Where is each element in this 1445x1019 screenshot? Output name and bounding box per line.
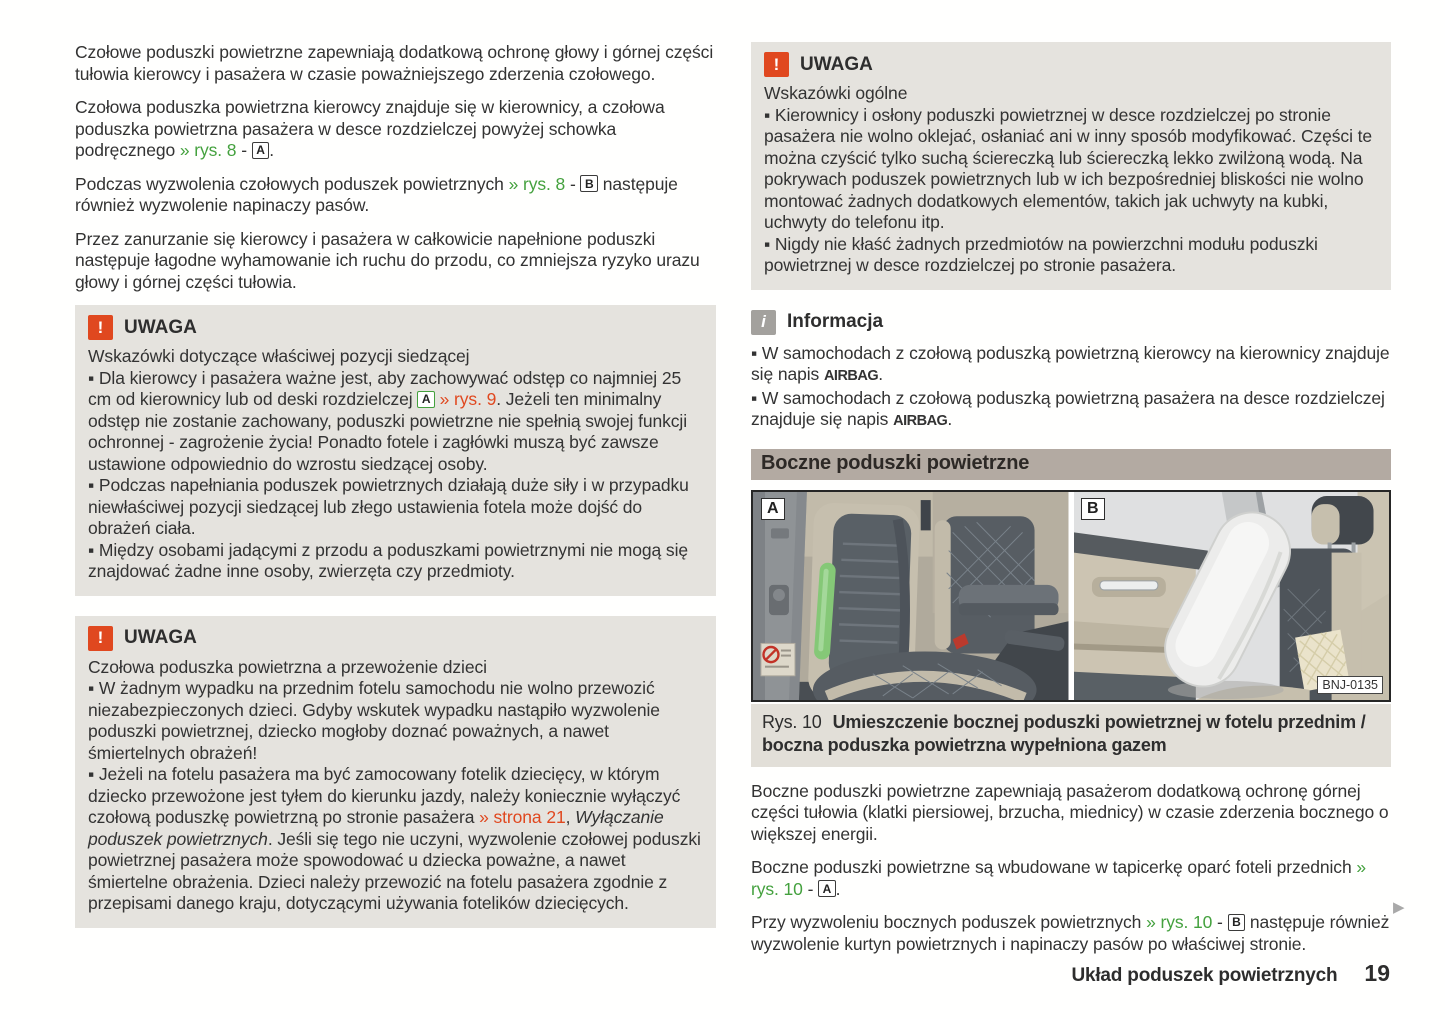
text-run: ▪ Kierownicy i osłony poduszki powietrznej w desce rozdzielczej po stronie pasażera nie wolno oklejać, osłaniać ani w inny sposób modyfikować. Części te można czyścić tylko suchą ściereczką lub ściereczką lekko zwilżoną wodą. Na pokrywach poduszek powietrznych lub w ich bezpośredniej bliskości nie wolno montować żadnych dodatkowych elementów, takich jak uchwyty na kubki, uchwyty do telefonu itp.	[764, 104, 1373, 232]
text-run: następuje również wyzwolenie kurtyn powietrznych i napinaczy pasów po właściwej stronie.	[751, 912, 1390, 954]
boxed-letter-label: B	[580, 175, 598, 192]
boxed-letter-label: B	[1228, 914, 1246, 931]
warning-box-seating-position	[75, 305, 716, 596]
body-paragraph	[75, 229, 716, 294]
text-run: Rys. 10	[762, 711, 822, 732]
warning-title: UWAGA	[124, 316, 197, 338]
figure-panel-label-b: B	[1081, 498, 1105, 520]
figure-image	[751, 490, 1391, 702]
boxed-letter-label: A	[417, 391, 435, 408]
warning-header	[88, 315, 703, 340]
text-run: -	[236, 140, 252, 160]
text-run: Przy wyzwoleniu bocznych poduszek powietrznych	[751, 912, 1147, 932]
text-run: Wskazówki ogólne	[764, 83, 908, 103]
text-run: ▪ Dla kierowcy i pasażera ważne jest, aby zachowywać odstęp co najmniej 25 cm od kierownicy lub od deski rozdzielczej	[88, 367, 682, 409]
photo-panel-b-inflated-side-airbag	[1074, 492, 1390, 700]
figure-caption	[751, 704, 1391, 767]
body-paragraph	[75, 97, 716, 162]
figure-rys-10	[751, 490, 1391, 767]
text-run: ▪ W samochodach z czołową poduszką powietrzną pasażera na desce rozdzielczej znajduje się napis	[751, 387, 1385, 429]
warning-subtitle	[88, 657, 703, 679]
text-run: -	[1212, 912, 1228, 932]
text-run: . Jeżeli ten minimalny odstęp nie zostanie zachowany, poduszki powietrzne nie spełnią swojej funkcji ochronnej - zagrożenie życia! Ponadto fotele i zagłówki muszą być zawsze ustawione odpowiednio do wzrostu siedzącej osoby.	[88, 389, 687, 474]
text-run: ,	[565, 807, 576, 827]
warning-subtitle	[88, 346, 703, 368]
information-section	[751, 310, 1391, 433]
warning-item	[88, 764, 703, 915]
warning-subtitle	[764, 83, 1378, 105]
text-run: -	[565, 173, 581, 194]
footer-chapter-title: Układ poduszek powietrznych	[1071, 965, 1338, 986]
text-run: Czołowe poduszki powietrzne zapewniają dodatkową ochronę głowy i górnej części tułowia kierowcy i pasażera w czasie poważniejszego zderzenia czołowego.	[75, 42, 714, 84]
warning-header	[88, 626, 703, 651]
warning-item	[764, 234, 1378, 277]
boxed-letter-label: A	[252, 142, 270, 159]
text-run: Czołowa poduszka powietrzna a przewożenie dzieci	[88, 656, 487, 677]
warning-item	[88, 368, 703, 476]
cross-reference-link[interactable]: » rys. 10	[1146, 912, 1213, 932]
text-run: ▪ W żadnym wypadku na przednim fotelu samochodu nie wolno przewozić niezabezpieczonych dzieci. Gdyby wskutek wypadku nastąpiło wyzwolenie poduszki powietrznej, dziecko mogłoby doznać poważnych, a nawet śmiertelnych obrażeń!	[88, 678, 660, 763]
text-run: ▪ Nigdy nie kłaść żadnych przedmiotów na powierzchni modułu poduszki powietrznej w desce rozdzielczej po stronie pasażera.	[764, 233, 1318, 275]
text-run: AIRBAG	[823, 368, 879, 384]
cross-reference-link[interactable]: » rys. 8	[179, 140, 237, 160]
left-column	[75, 42, 716, 948]
cross-reference-link[interactable]: » strona 21	[479, 807, 566, 827]
info-icon: i	[751, 310, 776, 335]
text-run: Podczas wyzwolenia czołowych poduszek powietrznych	[75, 173, 509, 194]
body-paragraph	[751, 781, 1391, 846]
text-run: Czołowa poduszka powietrzna kierowcy znajduje się w kierownicy, a czołowa poduszka powietrzna pasażera w desce rozdzielczej powyżej schowka podręcznego	[75, 97, 665, 160]
page-footer	[1071, 960, 1390, 987]
text-run: Boczne poduszki powietrzne są wbudowane w tapicerkę oparć foteli przednich	[751, 857, 1357, 877]
text-run: Przez zanurzanie się kierowcy i pasażera w całkowicie napełnione poduszki następuje łagodne wyhamowanie ich ruchu do przodu, co zmniejsza ryzyko urazu głowy i górnej części tułowia.	[75, 228, 700, 292]
text-run: .	[269, 140, 275, 160]
text-run: ▪ Jeżeli na fotelu pasażera ma być zamocowany fotelik dziecięcy, w którym dziecko przewożone jest tyłem do kierunku jazdy, należy koniecznie wyłączyć czołową poduszkę powietrzną po stronie pasażera	[88, 764, 681, 827]
warning-box-general-hints	[751, 42, 1391, 290]
text-run: AIRBAG	[893, 413, 948, 429]
text-run: .	[835, 878, 841, 899]
text-run: Wyłączanie poduszek powietrznych	[88, 807, 664, 849]
text-run: następuje również wyzwolenie napinaczy pasów.	[75, 173, 678, 215]
cross-reference-link[interactable]: » rys. 10	[751, 857, 1366, 899]
warning-icon: !	[88, 626, 113, 651]
body-paragraph	[751, 912, 1391, 955]
photo-panel-a-side-airbag-location	[753, 492, 1069, 700]
boxed-letter-label: A	[818, 880, 836, 897]
text-run: ▪ Między osobami jadącymi z przodu a poduszkami powietrznymi nie mogą się znajdować żadne inne osoby, zwierzęta czy przedmioty.	[88, 539, 688, 581]
body-paragraph	[751, 857, 1391, 900]
information-item	[751, 388, 1391, 433]
figure-panel-label-a: A	[761, 498, 785, 520]
body-paragraph	[75, 42, 716, 85]
warning-box-children-transport	[75, 616, 716, 928]
figure-image-code: BNJ-0135	[1317, 676, 1383, 694]
cross-reference-link[interactable]: » rys. 9	[439, 389, 497, 409]
warning-icon: !	[88, 315, 113, 340]
body-paragraph	[75, 174, 716, 217]
warning-title: UWAGA	[800, 53, 873, 75]
warning-icon: !	[764, 52, 789, 77]
information-item	[751, 343, 1391, 388]
warning-item	[88, 475, 703, 540]
warning-item	[88, 678, 703, 764]
text-run: Boczne poduszki powietrzne zapewniają pasażerom dodatkową ochronę górnej części tułowia (klatki piersiowej, brzucha, miednicy) w czasie zderzenia bocznego o większej energii.	[751, 780, 1389, 844]
warning-item	[764, 105, 1378, 234]
text-run: Umieszczenie bocznej poduszki powietrznej w fotelu przednim / boczna poduszka powietrzna wypełniona gazem	[762, 711, 1366, 755]
text-run: .	[947, 409, 953, 429]
footer-page-number: 19	[1364, 960, 1390, 986]
warning-header	[764, 52, 1378, 77]
information-title: Informacja	[787, 311, 884, 332]
text-run: -	[802, 878, 819, 899]
cross-reference-link[interactable]: » rys. 8	[508, 173, 566, 194]
text-run: Wskazówki dotyczące właściwej pozycji siedzącej	[88, 346, 470, 366]
page-continuation-arrow-icon: ▶	[1393, 899, 1405, 916]
section-heading-side-airbags: Boczne poduszki powietrzne	[751, 449, 1391, 480]
text-run: .	[878, 364, 883, 384]
text-run: ▪ W samochodach z czołową poduszką powietrzną kierowcy na kierownicy znajduje się napis	[751, 342, 1390, 384]
text-run: ▪ Podczas napełniania poduszek powietrznych działają duże siły i w przypadku niewłaściwej pozycji siedzącej lub złego ustawienia fotela może dojść do obrażeń ciała.	[88, 475, 689, 538]
warning-title: UWAGA	[124, 627, 197, 648]
information-header	[751, 310, 1391, 335]
text-run: . Jeśli się tego nie uczyni, wyzwolenie czołowej poduszki powietrznej pasażera może spowodować u dziecka poważne, a nawet śmiertelne obrażenia. Dzieci należy przewozić na fotelu pasażera zgodnie z przepisami danego kraju, dotyczącymi używania fotelików dziecięcych.	[88, 828, 701, 913]
warning-item	[88, 540, 703, 583]
right-column	[751, 42, 1391, 967]
